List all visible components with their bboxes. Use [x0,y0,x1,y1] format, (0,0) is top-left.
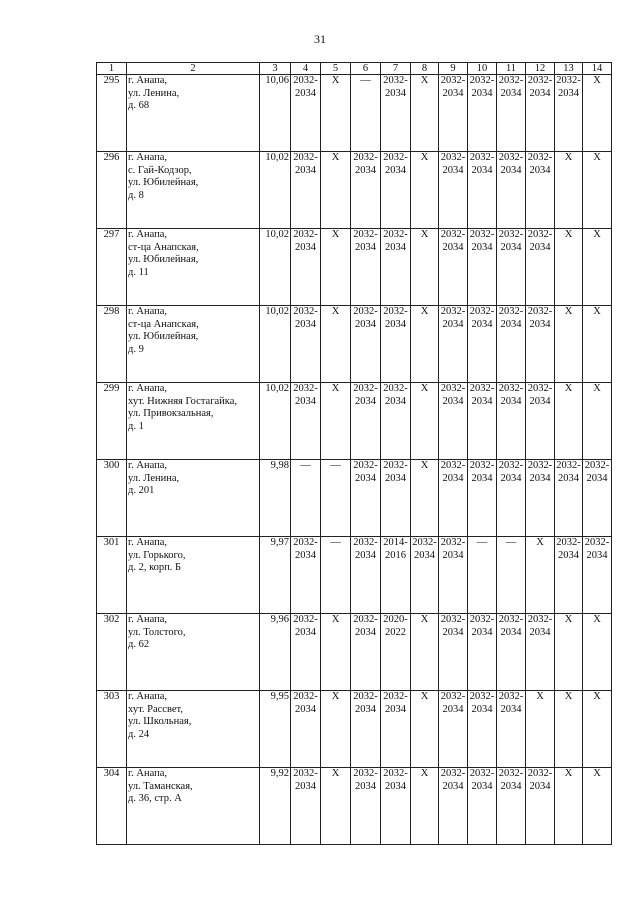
period-cell: 2032- 2034 [381,383,411,460]
address-line: ул. Таманская, [128,780,193,792]
period-cell: 2032- 2034 [351,306,381,383]
period-cell: 2032- 2034 [497,460,526,537]
address-line: д. 11 [128,266,149,278]
period-cell: 2032- 2034 [526,152,555,229]
period-cell: 2032- 2034 [291,614,321,691]
period-cell: 2032- 2034 [526,460,555,537]
value-cell: 9,98 [260,460,291,537]
period-cell: — [291,460,321,537]
column-header: 10 [468,63,497,75]
column-header: 3 [260,63,291,75]
address-line: ул. Юбилейная, [128,331,199,342]
column-header: 4 [291,63,321,75]
address-line: с. Гай-Кодзор, [128,164,192,176]
address-cell [127,152,260,229]
period-cell: 2032- 2034 [468,460,497,537]
period-cell: X [555,383,583,460]
period-cell: 2032- 2034 [351,537,381,614]
address-line: ул. Горького, [128,549,186,561]
period-cell: X [411,460,439,537]
column-header: 13 [555,63,583,75]
period-cell: — [351,75,381,152]
period-cell: X [555,229,583,306]
period-cell: 2032- 2034 [583,537,612,614]
period-cell: 2032- 2034 [468,75,497,152]
address-line: д. 62 [128,639,150,650]
column-header: 5 [321,63,351,75]
period-cell: 2032- 2034 [468,306,497,383]
period-cell: X [321,383,351,460]
period-cell: X [555,306,583,383]
address-line: г. Анапа, [128,75,168,86]
period-cell: X [583,306,612,383]
period-cell: 2032- 2034 [526,229,555,306]
table-row [97,383,612,460]
period-cell: X [583,768,612,845]
period-cell: X [526,691,555,768]
address-line: г. Анапа, [128,229,168,240]
address-line: хут. Рассвет, [128,703,183,715]
period-cell: 2032- 2034 [497,306,526,383]
period-cell: X [411,691,439,768]
column-header: 14 [583,63,612,75]
page-number: 31 [314,32,326,46]
value-cell: 9,96 [260,614,291,691]
period-cell: 2032- 2034 [381,75,411,152]
period-cell: X [411,383,439,460]
table-row [97,229,612,306]
period-cell: X [583,383,612,460]
address-cell [127,229,260,306]
data-table [96,62,612,845]
period-cell: 2032- 2034 [351,460,381,537]
period-cell: — [497,537,526,614]
period-cell: 2032- 2034 [497,229,526,306]
period-cell: X [583,152,612,229]
period-cell: 2032- 2034 [439,460,468,537]
row-number: 301 [97,537,127,614]
period-cell: 2032- 2034 [351,383,381,460]
period-cell: 2032- 2034 [497,383,526,460]
address-line: ст-ца Анапская, [128,241,199,253]
column-header: 9 [439,63,468,75]
address-line: г. Анапа, [128,537,168,548]
period-cell: 2032- 2034 [381,768,411,845]
value-cell: 10,06 [260,75,291,152]
period-cell: X [583,75,612,152]
period-cell: 2032- 2034 [381,691,411,768]
column-header: 11 [497,63,526,75]
table-row [97,614,612,691]
period-cell: 2032- 2034 [468,152,497,229]
period-cell: 2032- 2034 [351,691,381,768]
address-line: г. Анапа, [128,460,168,471]
period-cell: 2032- 2034 [497,152,526,229]
period-cell: 2032- 2034 [526,768,555,845]
period-cell: 2032- 2034 [351,614,381,691]
address-line: ул. Ленина, [128,87,180,99]
period-cell: X [411,306,439,383]
address-line: ул. Юбилейная, [128,177,199,188]
value-cell: 9,95 [260,691,291,768]
period-cell: 2032- 2034 [497,614,526,691]
period-cell: X [321,614,351,691]
row-number: 296 [97,152,127,229]
table-row [97,460,612,537]
period-cell: 2032- 2034 [291,75,321,152]
period-cell: 2032- 2034 [439,152,468,229]
period-cell: 2032- 2034 [291,537,321,614]
period-cell: X [321,152,351,229]
period-cell: — [321,460,351,537]
period-cell: 2032- 2034 [291,152,321,229]
period-cell: 2032- 2034 [583,460,612,537]
period-cell: 2032- 2034 [468,614,497,691]
period-cell: 2032- 2034 [351,768,381,845]
table-row [97,537,612,614]
period-cell: 2014- 2016 [381,537,411,614]
period-cell: 2020- 2022 [381,614,411,691]
period-cell: 2032- 2034 [381,152,411,229]
value-cell: 10,02 [260,152,291,229]
period-cell: X [321,306,351,383]
period-cell: X [555,691,583,768]
row-number: 303 [97,691,127,768]
value-cell: 10,02 [260,306,291,383]
period-cell: 2032- 2034 [526,306,555,383]
address-line: ул. Юбилейная, [128,254,199,265]
period-cell: 2032- 2034 [497,75,526,152]
period-cell: 2032- 2034 [439,691,468,768]
row-number: 295 [97,75,127,152]
period-cell: X [555,152,583,229]
period-cell: X [411,75,439,152]
address-line: ул. Школьная, [128,716,192,727]
period-cell: 2032- 2034 [381,460,411,537]
period-cell: 2032- 2034 [526,383,555,460]
row-number: 297 [97,229,127,306]
period-cell: 2032- 2034 [526,614,555,691]
table-row [97,306,612,383]
period-cell: X [555,614,583,691]
address-line: д. 201 [128,485,155,496]
period-cell: 2032- 2034 [555,537,583,614]
address-line: г. Анапа, [128,691,168,702]
address-line: ул. Привокзальная, [128,408,214,419]
address-line: д. 36, стр. А [128,793,182,804]
value-cell: 9,92 [260,768,291,845]
period-cell: X [411,152,439,229]
period-cell: X [411,229,439,306]
address-cell [127,768,260,845]
period-cell: 2032- 2034 [291,768,321,845]
value-cell: 10,02 [260,229,291,306]
value-cell: 9,97 [260,537,291,614]
period-cell: 2032- 2034 [439,768,468,845]
header-row [97,63,612,75]
period-cell: X [555,768,583,845]
period-cell: 2032- 2034 [468,768,497,845]
address-line: ст-ца Анапская, [128,318,199,330]
period-cell: 2032- 2034 [439,383,468,460]
period-cell: 2032- 2034 [497,691,526,768]
column-header: 8 [411,63,439,75]
period-cell: X [321,75,351,152]
address-line: д. 68 [128,100,150,111]
row-number: 304 [97,768,127,845]
address-line: г. Анапа, [128,306,168,317]
table-row [97,768,612,845]
address-line: д. 8 [128,189,144,201]
period-cell: 2032- 2034 [439,614,468,691]
address-cell [127,306,260,383]
row-number: 299 [97,383,127,460]
column-header: 7 [381,63,411,75]
period-cell: — [321,537,351,614]
period-cell: 2032- 2034 [411,537,439,614]
period-cell: X [411,768,439,845]
period-cell: 2032- 2034 [291,691,321,768]
column-header: 12 [526,63,555,75]
period-cell: X [411,614,439,691]
row-number: 298 [97,306,127,383]
table-row [97,691,612,768]
address-line: хут. Нижняя Гостагайка, [128,395,238,407]
address-line: д. 9 [128,343,144,355]
address-line: д. 24 [128,728,150,740]
address-cell [127,614,260,691]
period-cell: X [583,614,612,691]
period-cell: 2032- 2034 [468,229,497,306]
period-cell: 2032- 2034 [291,306,321,383]
period-cell: X [526,537,555,614]
period-cell: 2032- 2034 [555,75,583,152]
period-cell: 2032- 2034 [468,383,497,460]
period-cell: 2032- 2034 [439,229,468,306]
period-cell: X [321,691,351,768]
value-cell: 10,02 [260,383,291,460]
address-line: д. 2, корп. Б [128,562,182,573]
period-cell: 2032- 2034 [351,152,381,229]
period-cell: 2032- 2034 [381,306,411,383]
period-cell: 2032- 2034 [526,75,555,152]
period-cell: 2032- 2034 [439,75,468,152]
address-line: г. Анапа, [128,152,168,163]
period-cell: X [321,229,351,306]
period-cell: X [583,229,612,306]
address-cell [127,75,260,152]
column-header: 2 [127,63,260,75]
column-header: 1 [97,63,127,75]
column-header: 6 [351,63,381,75]
period-cell: 2032- 2034 [439,306,468,383]
address-cell [127,537,260,614]
period-cell: 2032- 2034 [291,383,321,460]
period-cell: 2032- 2034 [439,537,468,614]
address-line: ул. Ленина, [128,472,180,484]
table-row [97,152,612,229]
address-line: г. Анапа, [128,768,168,779]
period-cell: 2032- 2034 [555,460,583,537]
table-row [97,75,612,152]
address-line: д. 1 [128,420,144,432]
row-number: 300 [97,460,127,537]
address-line: г. Анапа, [128,383,168,394]
address-line: г. Анапа, [128,614,168,625]
period-cell: 2032- 2034 [497,768,526,845]
address-cell [127,383,260,460]
period-cell: X [583,691,612,768]
period-cell: — [468,537,497,614]
period-cell: 2032- 2034 [381,229,411,306]
address-cell [127,691,260,768]
address-line: ул. Толстого, [128,626,186,638]
period-cell: 2032- 2034 [351,229,381,306]
address-cell [127,460,260,537]
period-cell: X [321,768,351,845]
period-cell: 2032- 2034 [291,229,321,306]
row-number: 302 [97,614,127,691]
period-cell: 2032- 2034 [468,691,497,768]
